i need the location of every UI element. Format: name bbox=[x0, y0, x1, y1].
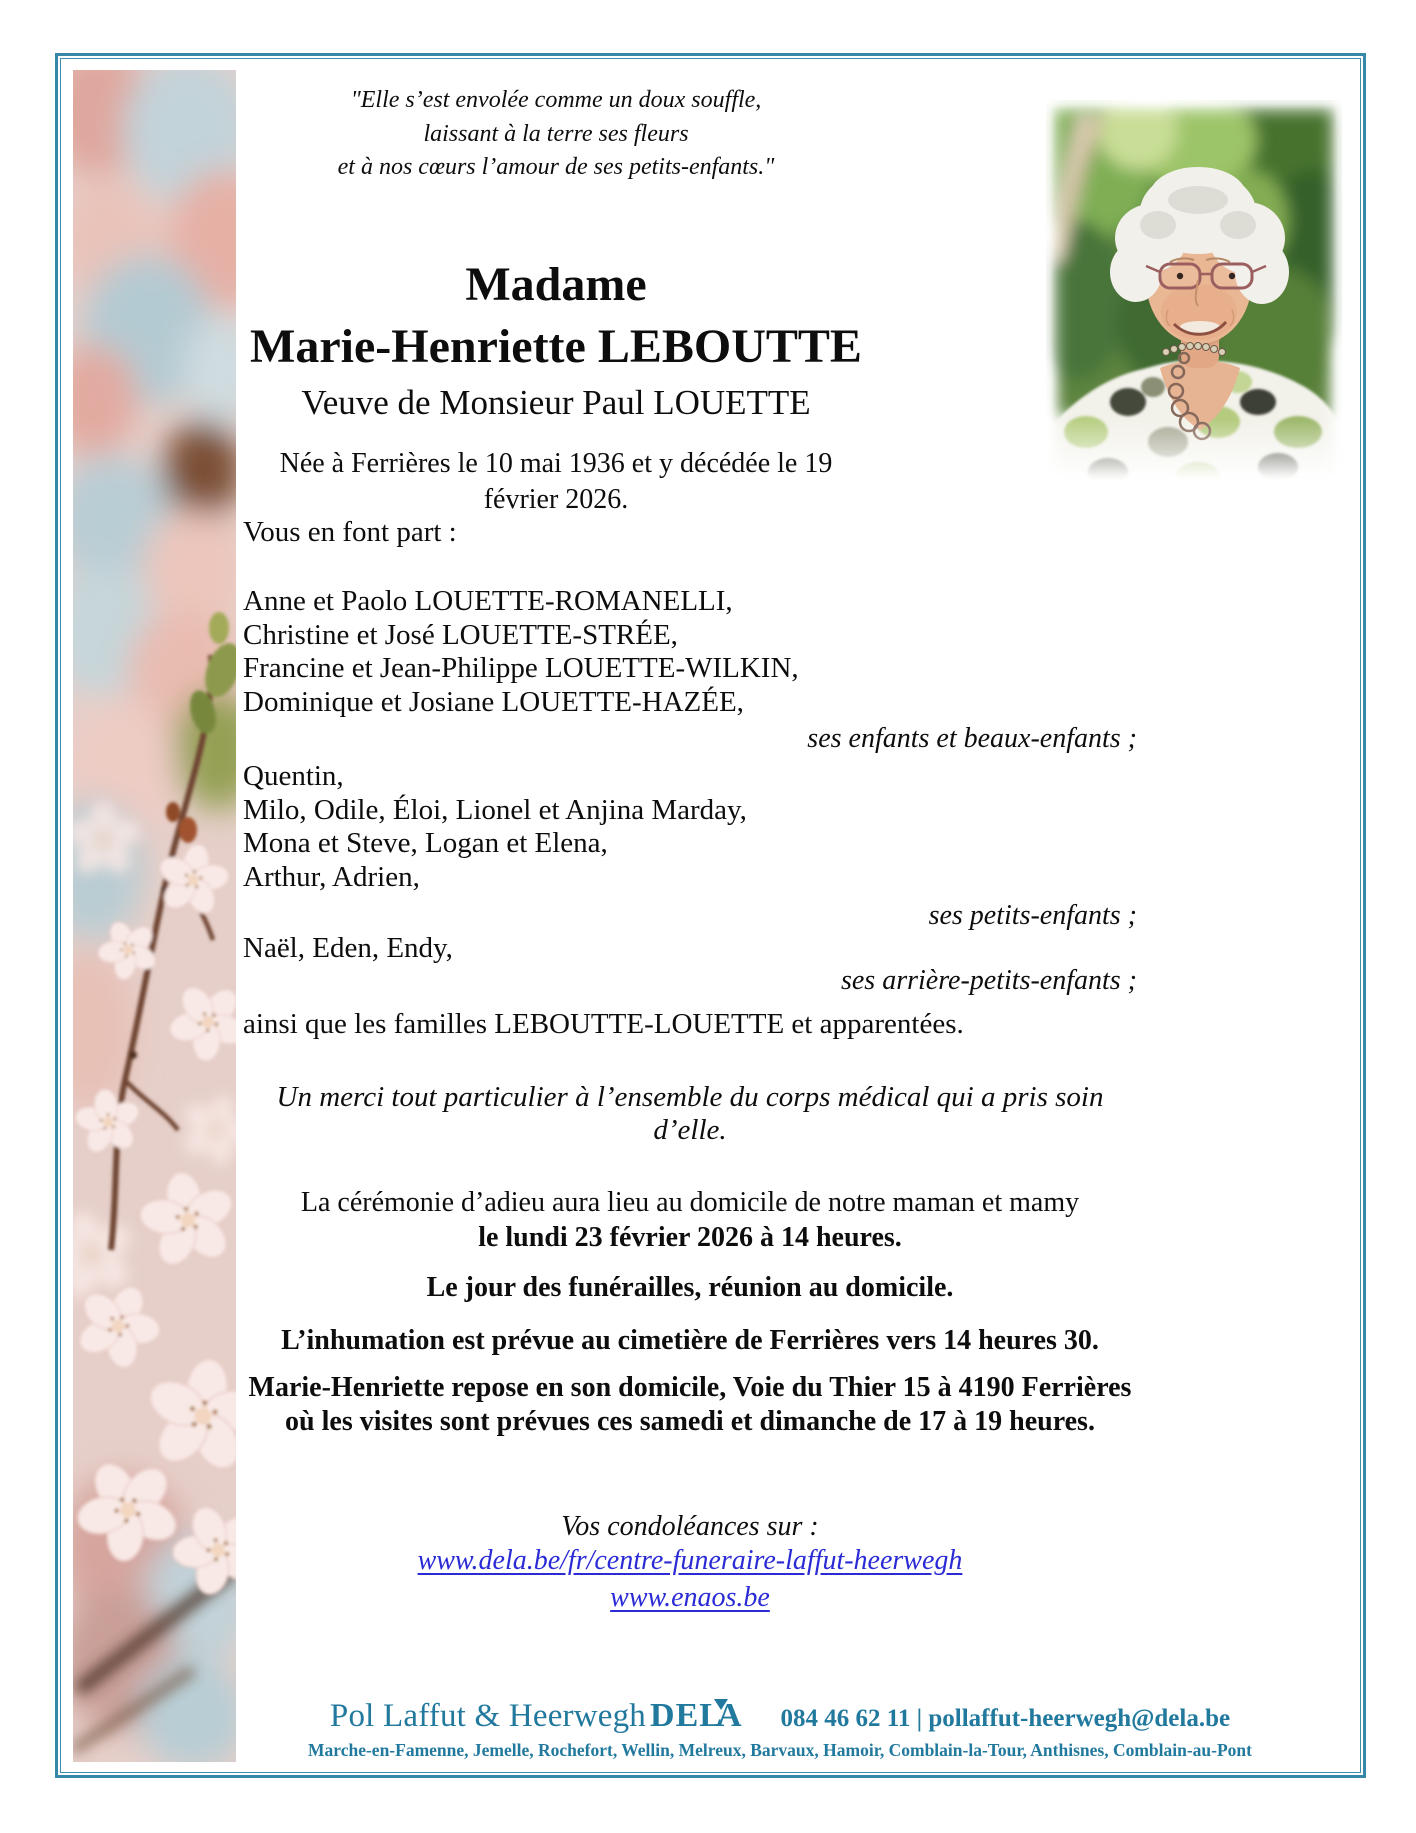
quote-line-2: laissant à la terre ses fleurs bbox=[423, 120, 689, 147]
families-line: ainsi que les familles LEBOUTTE-LOUETTE et apparentées. bbox=[243, 1008, 964, 1040]
dela-logo bbox=[650, 1697, 742, 1734]
grandchildren-label: ses petits-enfants ; bbox=[928, 900, 1137, 931]
quote-line-1: "Elle s’est envolée comme un doux souffle, bbox=[350, 87, 762, 113]
dela-condolences-link[interactable]: www.dela.be/fr/centre-funeraire-laffut-heerwegh bbox=[417, 1545, 963, 1576]
opening-quote bbox=[243, 84, 869, 185]
funeral-home-name: Pol Laffut & Heerwegh bbox=[329, 1698, 647, 1734]
children-list bbox=[243, 585, 1137, 719]
ceremony-date-line: le lundi 23 février 2026 à 14 heures. bbox=[478, 1222, 902, 1253]
list-item: Arthur, Adrien, bbox=[243, 860, 420, 893]
medical-thanks-line: Un merci tout particulier à l’ensemble du corps médical qui a pris soin d’elle. bbox=[276, 1081, 1104, 1146]
list-item: Christine et José LOUETTE-STRÉE, bbox=[243, 618, 678, 651]
great-grandchildren-list: Naël, Eden, Endy, bbox=[243, 932, 453, 964]
list-item: Mona et Steve, Logan et Elena, bbox=[243, 827, 608, 859]
portrait-photo bbox=[1046, 100, 1342, 488]
repose-visits-block bbox=[243, 1371, 1137, 1439]
visits-line: où les visites sont prévues ces samedi et dimanche de 17 à 19 heures. bbox=[285, 1406, 1095, 1437]
phone-email-line: 084 46 62 11 | pollaffut-heerwegh@dela.be bbox=[780, 1705, 1231, 1732]
condolences-label: Vos condoléances sur : bbox=[561, 1511, 819, 1542]
list-item: Anne et Paolo LOUETTE-ROMANELLI, bbox=[243, 585, 733, 617]
ceremony-location-line: La cérémonie d’adieu aura lieu au domicile de notre maman et mamy bbox=[300, 1187, 1080, 1218]
quote-line-3: et à nos cœurs l’amour de ses petits-enfants." bbox=[337, 154, 775, 180]
repose-line: Marie-Henriette repose en son domicile, Voie du Thier 15 à 4190 Ferrières bbox=[248, 1372, 1132, 1403]
birth-death-line: Née à Ferrières le 10 mai 1936 et y décédée le 19 février 2026. bbox=[279, 448, 833, 515]
list-item: Milo, Odile, Éloi, Lionel et Anjina Marday, bbox=[243, 793, 747, 826]
funeral-home-footer bbox=[250, 1696, 1310, 1742]
great-grandchildren-label: ses arrière-petits-enfants ; bbox=[840, 965, 1137, 996]
list-item: Dominique et Josiane LOUETTE-HAZÉE, bbox=[243, 685, 744, 718]
enaos-link-row bbox=[243, 1582, 1137, 1614]
enaos-link[interactable]: www.enaos.be bbox=[610, 1582, 770, 1613]
dela-logo-text: A bbox=[716, 1697, 743, 1734]
widow-subtitle: Veuve de Monsieur Paul LOUETTE bbox=[301, 383, 811, 422]
funeral-day-line: Le jour des funérailles, réunion au domicile. bbox=[426, 1272, 954, 1303]
dela-logo-text: DEL bbox=[650, 1697, 723, 1734]
list-item: Quentin, bbox=[243, 760, 344, 792]
branch-cities-line: Marche-en-Famenne, Jemelle, Rochefort, Wellin, Melreux, Barvaux, Hamoir, Comblain-la-Tour, Anthisnes, Comblain-au-Pont bbox=[307, 1740, 1252, 1760]
burial-line: L’inhumation est prévue au cimetière de Ferrières vers 14 heures 30. bbox=[281, 1325, 1099, 1356]
children-label: ses enfants et beaux-enfants ; bbox=[807, 723, 1137, 754]
condolences-link-row bbox=[243, 1545, 1137, 1577]
deceased-name: Marie-Henriette LEBOUTTE bbox=[250, 320, 862, 373]
cherry-blossom-photo bbox=[73, 70, 236, 1762]
grandchildren-list bbox=[243, 760, 1137, 894]
list-item: Francine et Jean-Philippe LOUETTE-WILKIN, bbox=[243, 652, 799, 684]
title-civility: Madame bbox=[465, 258, 647, 311]
announcement-intro: Vous en font part : bbox=[243, 516, 457, 548]
